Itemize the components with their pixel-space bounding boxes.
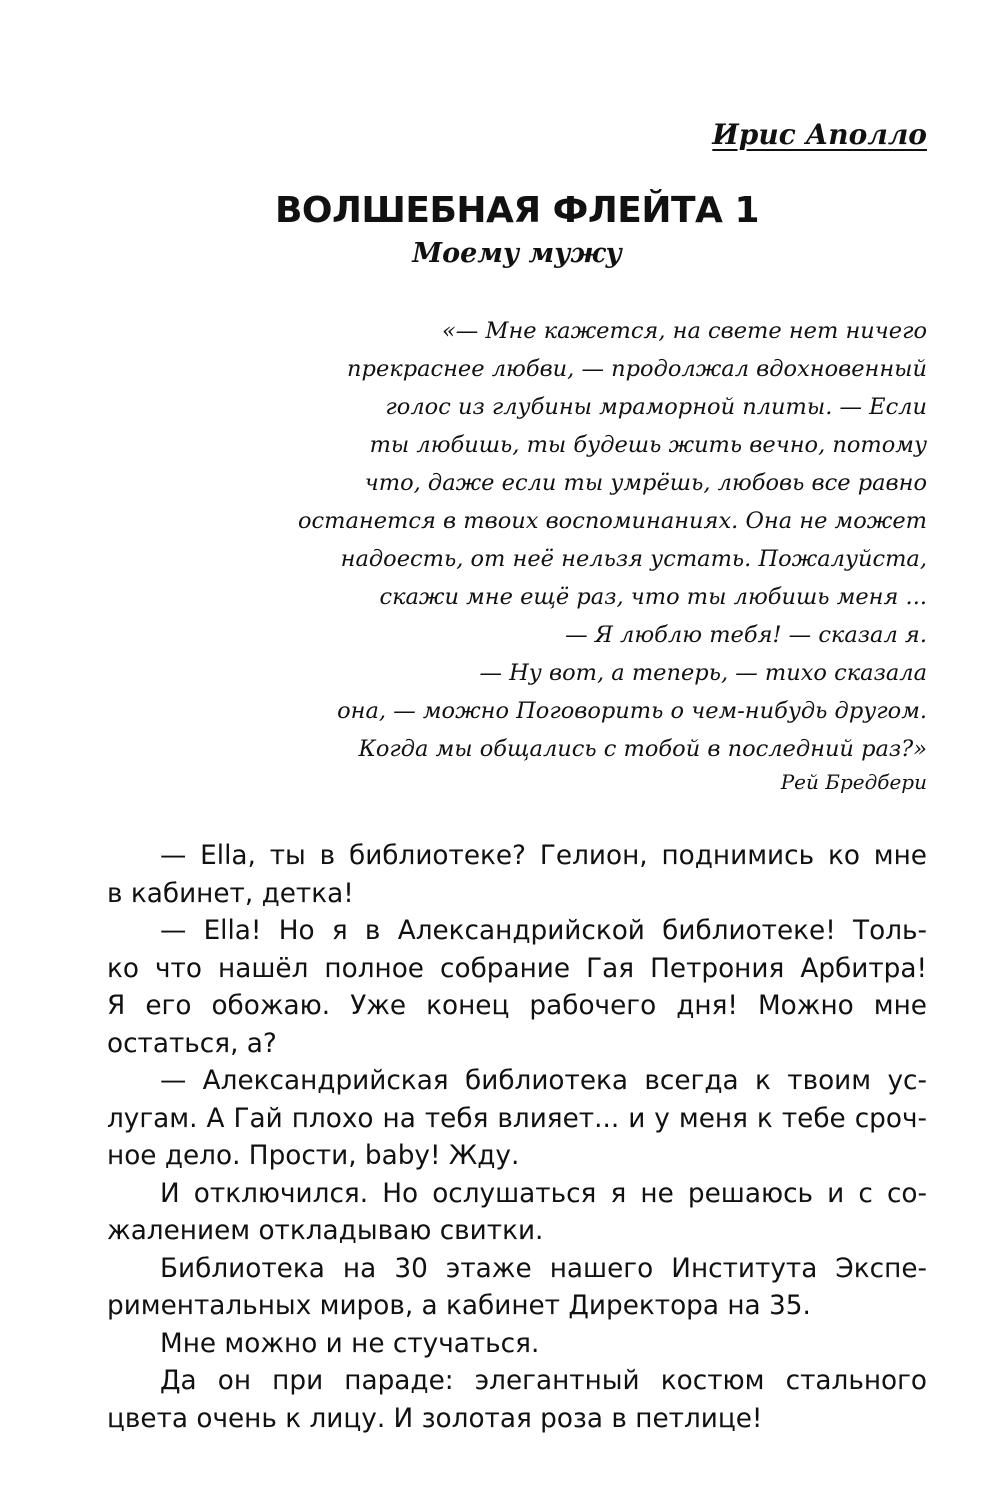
- epigraph-line: останется в твоих воспоминаниях. Она не может: [298, 508, 927, 534]
- author-name: Ирис Аполло: [712, 118, 927, 151]
- body-line: — Ella, ты в библиотеке? Гелион, поднимись ко мне: [160, 841, 927, 871]
- epigraph-line: прекраснее любви, — продолжал вдохновенный: [347, 356, 927, 382]
- epigraph-line: надоесть, от неё нельзя устать. Пожалуйста,: [340, 546, 927, 572]
- body-text: [107, 838, 927, 1438]
- epigraph-line: «— Мне кажется, на свете нет ничего: [442, 318, 927, 344]
- body-line: жалением откладываю свитки.: [107, 1216, 544, 1246]
- body-line: — Александрийская библиотека всегда к твоим ус-: [160, 1066, 927, 1096]
- body-line: в кабинет, детка!: [107, 878, 354, 909]
- epigraph-line: она, — можно Поговорить о чем-нибудь другом.: [337, 698, 927, 724]
- body-line: Я его обожаю. Уже конец рабочего дня! Можно мне: [107, 991, 927, 1021]
- body-line: ное дело. Прости, baby! Жду.: [107, 1141, 520, 1171]
- body-line: И отключился. Но ослушаться я не решаюсь и с со-: [160, 1178, 927, 1209]
- epigraph-line: голос из глубины мраморной плиты. — Если: [385, 394, 927, 420]
- epigraph: [247, 312, 927, 768]
- epigraph-line: ты любишь, ты будешь жить вечно, потому: [369, 432, 927, 458]
- epigraph-line: что, даже если ты умрёшь, любовь все равно: [364, 470, 927, 496]
- body-line: — Ella! Но я в Александрийской библиотеке! Толь-: [160, 916, 927, 946]
- dedication: Моему мужу: [412, 238, 622, 269]
- epigraph-line: скажи мне ещё раз, что ты любишь меня ...: [379, 584, 927, 610]
- body-line: остаться, а?: [107, 1028, 277, 1059]
- body-line: Да он при параде: элегантный костюм стального: [160, 1366, 927, 1396]
- chapter-title: ВОЛШЕБНАЯ ФЛЕЙТА 1: [274, 190, 759, 231]
- body-line: риментальных миров, а кабинет Директора на 35.: [107, 1291, 811, 1321]
- epigraph-line: Когда мы общались с тобой в последний раз?»: [358, 736, 927, 762]
- body-line: Мне можно и не стучаться.: [160, 1328, 540, 1359]
- body-line: цвета очень к лицу. И золотая роза в петлице!: [107, 1403, 763, 1434]
- epigraph-line: — Я люблю тебя! — сказал я.: [565, 622, 927, 648]
- epigraph-source: Рей Бредбери: [780, 770, 927, 794]
- body-line: Библиотека на 30 этаже нашего Института Экспе-: [160, 1253, 927, 1284]
- body-line: лугам. А Гай плохо на тебя влияет... и у меня к тебе сроч-: [107, 1103, 927, 1134]
- epigraph-line: — Ну вот, а теперь, — тихо сказала: [479, 660, 927, 686]
- body-line: ко что нашёл полное собрание Гая Петрония Арбитра!: [107, 953, 927, 984]
